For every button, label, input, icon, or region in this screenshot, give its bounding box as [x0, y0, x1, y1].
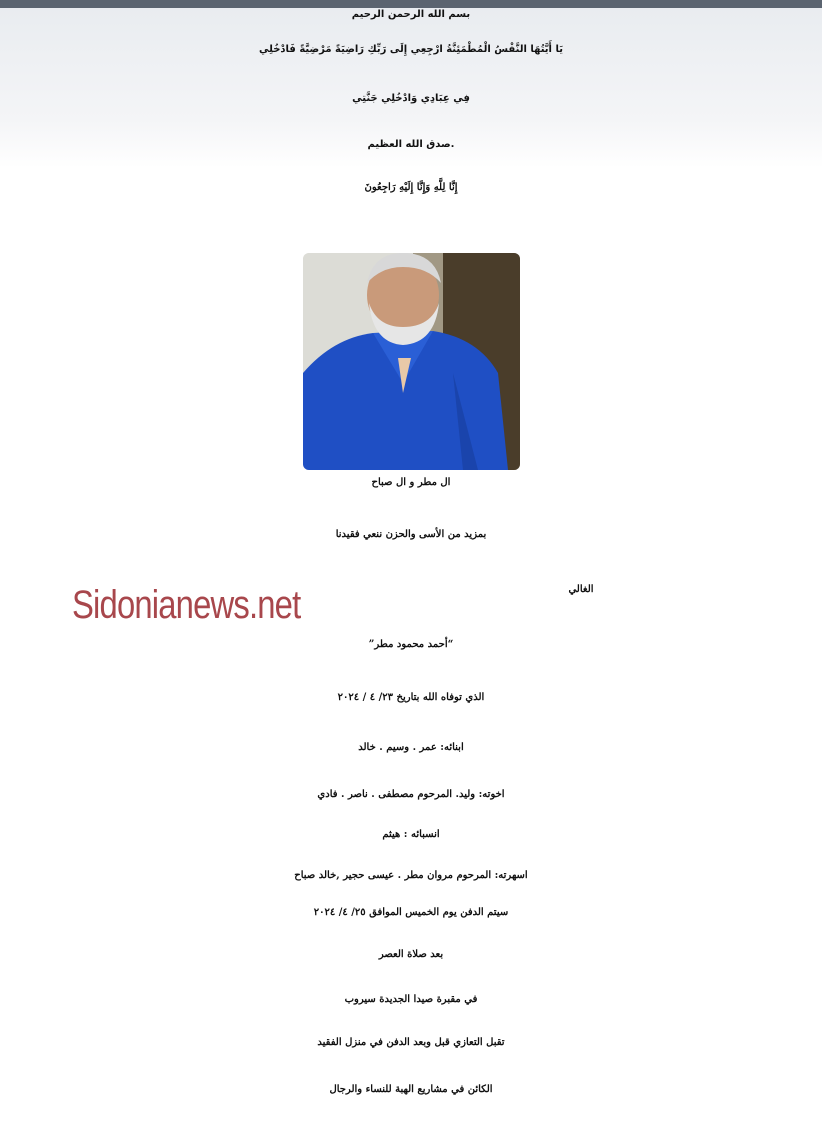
deceased-photo: [303, 253, 520, 470]
site-watermark: Sidonianews.net: [72, 583, 301, 627]
in-laws-list: اسهرته: المرحوم مروان مطر . عيسى حجير ,خالد صباح: [294, 870, 528, 881]
condolences-line-1: تقبل التعازي قبل وبعد الدفن في منزل الفقيد: [317, 1037, 505, 1048]
quran-verse-line-1: يَا أَيَّتُهَا النَّفْسُ الْمُطْمَئِنَّةُ ارْجِعِي إِلَى رَبِّكِ رَاضِيَةً مَرْضِيَّةً فَادْخُلِي: [259, 44, 563, 55]
portrait-photo-icon: [303, 253, 520, 470]
sons-list: ابنائه: عمر . وسيم . خالد: [358, 742, 464, 753]
basmala: بسم الله الرحمن الرحيم: [351, 9, 471, 20]
deceased-name: “أحمد محمود مطر”: [368, 639, 454, 650]
death-date: الذي توفاه الله بتاريخ ٢٣/ ٤ / ٢٠٢٤: [337, 692, 485, 703]
mourning-line: بمزيد من الأسى والحزن ننعي فقيدنا: [335, 529, 487, 540]
brothers-list: اخوته: وليد. المرحوم مصطفى . ناصر . فادي: [317, 789, 505, 800]
istirja-heading: إِنَّا لِلَّهِ وَإِنَّا إِلَيْهِ رَاجِعُونَ: [364, 182, 458, 193]
burial-time: بعد صلاة العصر: [378, 949, 444, 960]
families-heading: ال مطر و ال صباح: [371, 477, 451, 488]
cemetery-location: في مقبرة صيدا الجديدة سيروب: [344, 994, 478, 1005]
quran-closing: .صدق الله العظيم: [367, 139, 455, 150]
grandchildren-list: انسبائه : هيثم: [382, 829, 440, 840]
burial-date: سيتم الدفن يوم الخميس الموافق ٢٥/ ٤/ ٢٠٢٤: [313, 907, 509, 918]
condolences-line-2: الكائن في مشاريع الهبة للنساء والرجال: [329, 1084, 493, 1095]
top-status-strip: [0, 0, 822, 8]
quran-verse-line-2: فِي عِبَادِي وَادْخُلِي جَنَّتِي: [352, 93, 470, 104]
dear-label: الغالي: [568, 584, 594, 595]
